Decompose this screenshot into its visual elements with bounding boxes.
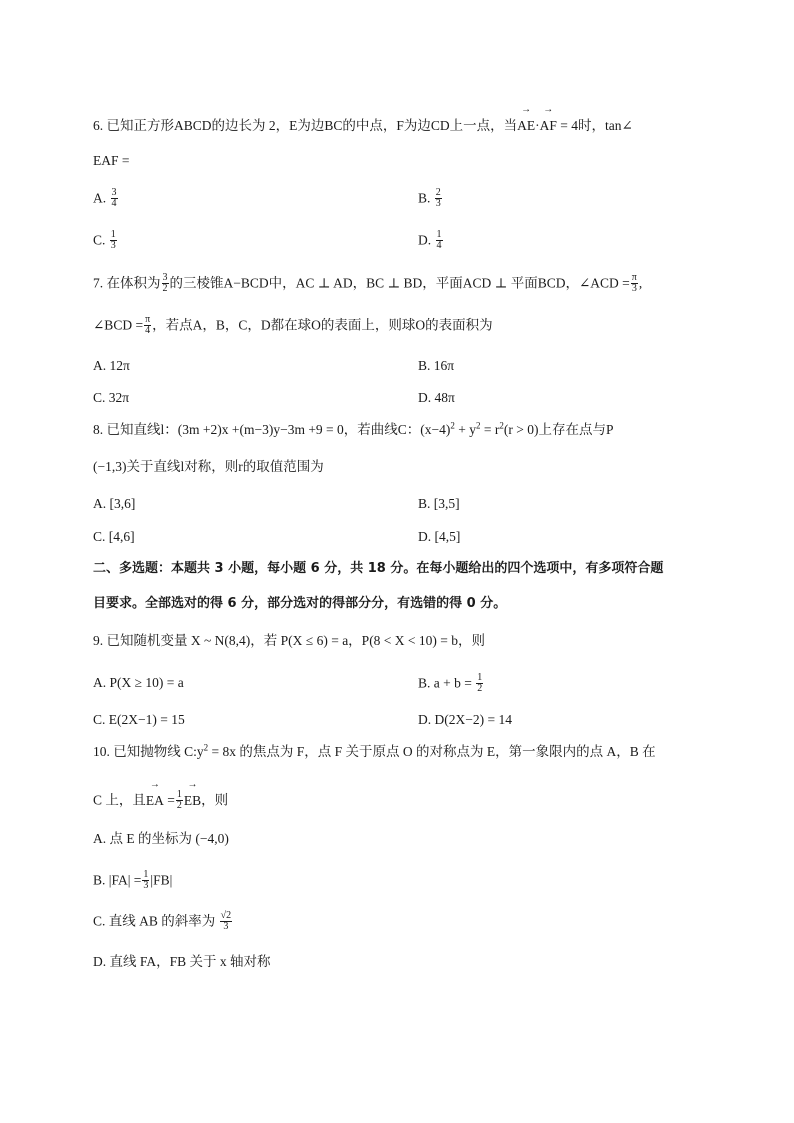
- superscript: 2: [203, 742, 209, 753]
- option-label: D.: [418, 232, 432, 248]
- equals-sign: =: [163, 792, 175, 808]
- fraction: $\frac{\pi}{3}$: [631, 272, 637, 294]
- q7-stem-text: 7. 在体积为: [93, 275, 161, 291]
- fraction: $\frac{1}{2}$: [477, 672, 483, 694]
- q7-option-c: C. 32π: [93, 390, 130, 405]
- q7-stem-text-end: ，若点A，B，C，D都在球O的表面上，则球O的表面积为: [152, 317, 493, 333]
- superscript: 2: [499, 420, 504, 431]
- q6-stem-line2: EAF =: [93, 153, 130, 168]
- vector-af: → AF: [540, 117, 557, 135]
- q10-option-c: [93, 912, 233, 933]
- option-text: |FB|: [150, 872, 173, 888]
- q7-stem-line2: [93, 316, 493, 337]
- q8-option-a: A. [3,6]: [93, 496, 136, 511]
- q6-stem-text-end: = 4时，tan∠: [556, 118, 633, 133]
- q9-option-c: C. E(2X−1) = 15: [93, 712, 185, 727]
- q9-option-b: [418, 674, 484, 695]
- q6-option-d: [418, 231, 444, 252]
- q7-option-a: A. 12π: [93, 358, 130, 373]
- superscript: 2: [450, 420, 455, 431]
- q10-stem-line2: [93, 791, 228, 812]
- fraction: $\frac{1}{4}$: [436, 229, 442, 251]
- section-heading-line2: 目要求。全部选对的得 6 分，部分选对的得部分分，有选错的得 0 分。: [93, 596, 507, 611]
- fraction: $\frac{1}{3}$: [143, 869, 149, 891]
- q8-stem-text: = r: [480, 422, 500, 437]
- section-heading-line1: 二、多选题：本题共 3 小题，每小题 6 分，共 18 分。在每小题给出的四个选项中，有多项符合题: [93, 561, 664, 576]
- q10-option-a: A. 点 E 的坐标为 (−4,0): [93, 831, 229, 846]
- q8-stem-text: 8. 已知直线l：(3m +2)x +(m−3)y−3m +9 = 0，若曲线C：(x−4): [93, 422, 451, 437]
- q8-stem-text: (r > 0)上存在点与P: [503, 422, 614, 437]
- q8-stem-line1: [93, 421, 614, 439]
- fraction: $\frac{1}{2}$: [176, 789, 182, 811]
- option-label: B.: [418, 190, 431, 206]
- fraction: $\frac{3}{4}$: [111, 187, 117, 209]
- q10-option-b: [93, 871, 172, 892]
- q10-option-d: D. 直线 FA，FB 关于 x 轴对称: [93, 954, 271, 969]
- q8-option-b: B. [3,5]: [418, 496, 460, 511]
- vector-eb: → EB: [184, 792, 201, 810]
- q6-stem-text: 6. 已知正方形ABCD的边长为 2，E为边BC的中点，F为边CD上一点，当: [93, 118, 518, 133]
- q7-option-b: B. 16π: [418, 358, 455, 373]
- option-label: C.: [93, 232, 106, 248]
- option-text: B. a + b =: [418, 675, 472, 691]
- q6-option-a: [93, 189, 119, 210]
- q7-option-d: D. 48π: [418, 390, 455, 405]
- option-label: A.: [93, 190, 107, 206]
- q8-option-c: C. [4,6]: [93, 529, 135, 544]
- option-text: C. 直线 AB 的斜率为: [93, 913, 216, 929]
- fraction: $\frac{2}{3}$: [435, 187, 441, 209]
- dot-operator: ·: [535, 118, 540, 133]
- q8-stem-text: + y: [454, 422, 477, 437]
- option-text: B. |FA| =: [93, 872, 142, 888]
- q7-stem-line1: [93, 274, 642, 295]
- fraction: $\frac{\pi}{4}$: [145, 314, 151, 336]
- q8-stem-line2: (−1,3)关于直线l对称，则r的取值范围为: [93, 459, 324, 474]
- vector-ea: → EA: [146, 792, 164, 810]
- q9-option-d: D. D(2X−2) = 14: [418, 712, 512, 727]
- q9-stem: 9. 已知随机变量 X ~ N(8,4)，若 P(X ≤ 6) = a，P(8 < X < 10) = b，则: [93, 633, 486, 648]
- q10-stem-text: 10. 已知抛物线 C:y: [93, 744, 204, 759]
- fraction: $\frac{√2}{3}$: [220, 910, 232, 932]
- q10-stem-text: = 8x 的焦点为 F，点 F 关于原点 O 的对称点为 E，第一象限内的点 A，B 在: [208, 744, 656, 759]
- fraction: $\frac{3}{2}$: [162, 272, 168, 294]
- q7-angle-bcd: ∠BCD =: [93, 317, 144, 333]
- q9-option-a: A. P(X ≥ 10) = a: [93, 675, 184, 690]
- q10-stem-text: C 上，且: [93, 792, 146, 808]
- q6-option-c: [93, 231, 118, 252]
- q7-stem-text-mid: 的三棱锥A−BCD中，AC ⊥ AD，BC ⊥ BD，平面ACD ⊥ 平面BCD，∠ACD =: [169, 275, 630, 291]
- q7-stem-comma: ,: [638, 275, 643, 291]
- q10-stem-text-end: ，则: [201, 792, 229, 808]
- superscript: 2: [476, 420, 481, 431]
- q6-option-b: [418, 189, 443, 210]
- fraction: $\frac{1}{3}$: [110, 229, 116, 251]
- q8-option-d: D. [4,5]: [418, 529, 461, 544]
- q6-stem-line1: [93, 117, 633, 135]
- vector-ae: → AE: [517, 117, 535, 135]
- q10-stem-line1: [93, 743, 656, 761]
